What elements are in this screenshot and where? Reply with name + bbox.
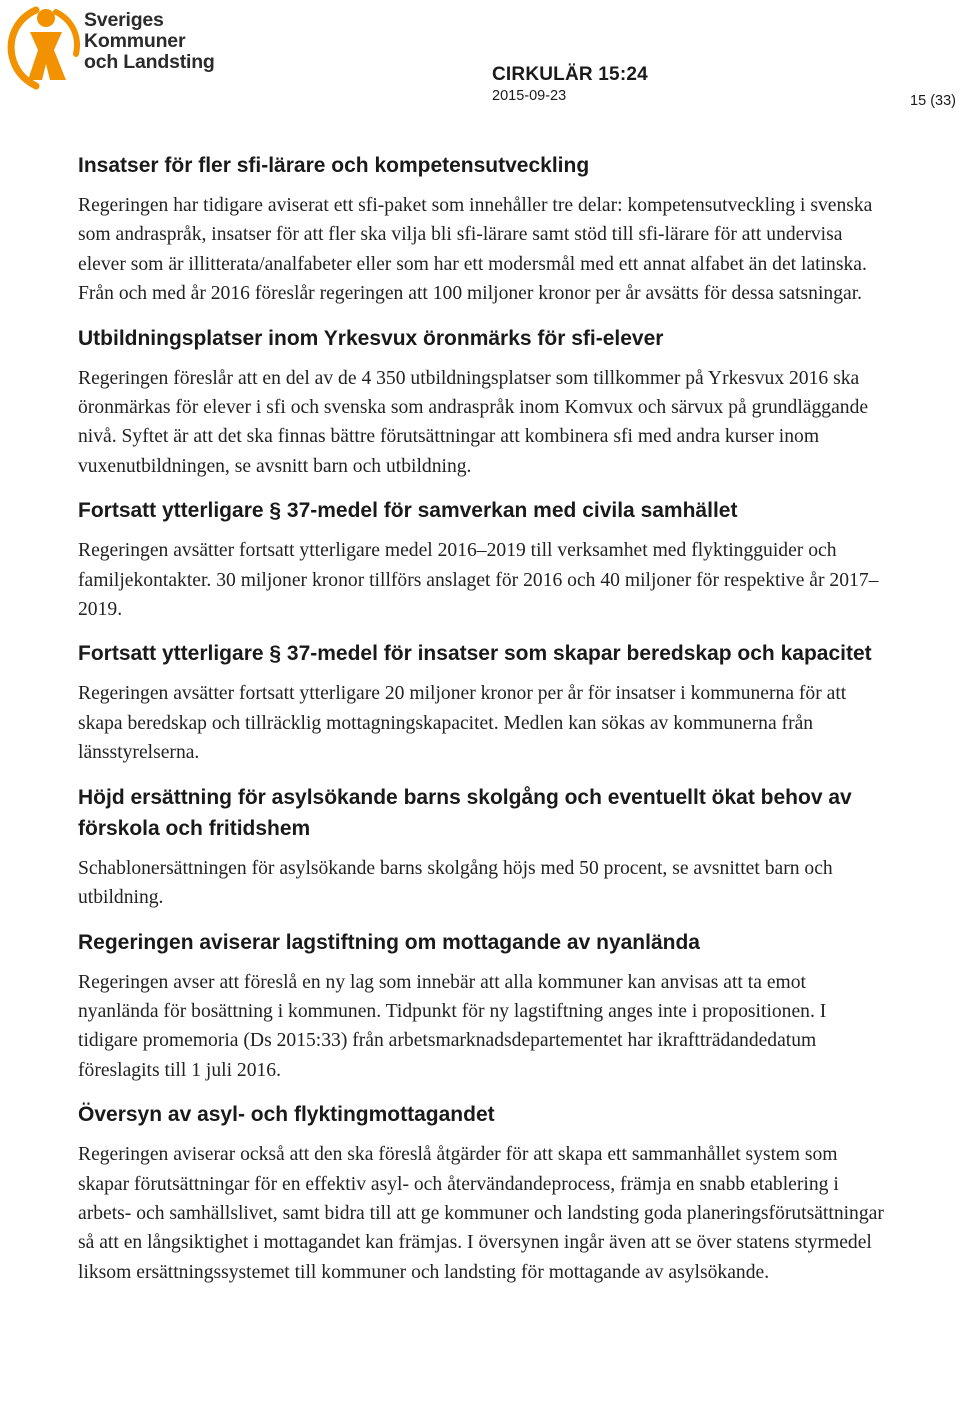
section (78, 150, 888, 309)
section (78, 638, 888, 767)
section-heading: Utbildningsplatser inom Yrkesvux öronmärks för sfi-elever (78, 326, 664, 350)
circular-date: 2015-09-23 (492, 88, 567, 104)
section-paragraph: Schablonersättningen för asylsökande barns skolgång höjs med 50 procent, se avsnittet barn och utbildning. (78, 857, 833, 909)
section-heading: Insatser för fler sfi-lärare och kompetensutveckling (78, 154, 590, 177)
section (78, 323, 888, 482)
section-paragraph: Regeringen avsätter fortsatt ytterligare 20 miljoner kronor per år för insatser i kommunerna för att skapa beredskap och tillräcklig mottagningskapacitet. Medlen kan sökas av kommunerna från länsstyrelserna. (78, 683, 847, 764)
organization-name (84, 10, 215, 73)
section-heading: Fortsatt ytterligare § 37-medel för samverkan med civila samhället (78, 499, 738, 523)
section (78, 1099, 888, 1287)
section-heading: Regeringen aviserar lagstiftning om mottagande av nyanlända (78, 930, 700, 954)
document-body (78, 150, 888, 1301)
section-paragraph: Regeringen aviserar också att den ska föreslå åtgärder för att skapa ett sammanhållet system som skapar förutsättningar för en effektiv asyl- och återvändandeprocess, främja en snabb etablering i arbets- och samhällslivet, samt bidra till att ge kommuner och landsting goda planeringsförutsättningar så att en långsiktighet i mottagandet kan främjas. I översynen ingår även att se över statens styrmedel liksom ersättningssystemet till kommuner och landsting för mottagande av asylsökande. (78, 1144, 884, 1283)
section-paragraph: Regeringen har tidigare aviserat ett sfi-paket som innehåller tre delar: kompetensutveckling i svenska som andraspråk, insatser för att fler ska vilja bli sfi-lärare samt stöd till sfi-lärare för att undervisa elever som är illitterata/analfabeter eller som har ett modersmål med ett annat alfabet än det latinska. Från och med år 2016 föreslår regeringen att 100 miljoner kronor per år avsätts för dessa satsningar. (78, 195, 873, 305)
page-number: 15 (33) (910, 93, 956, 109)
section-heading: Översyn av asyl- och flyktingmottagandet (78, 1103, 495, 1127)
section-heading: Fortsatt ytterligare § 37-medel för insatser som skapar beredskap och kapacitet (78, 642, 872, 666)
org-name-line: Kommuner (84, 30, 186, 52)
section-heading: Höjd ersättning för asylsökande barns skolgång och eventuellt ökat behov av förskola och fritidshem (78, 785, 852, 840)
section (78, 495, 888, 624)
org-name-line: och Landsting (84, 51, 215, 73)
section (78, 927, 888, 1086)
section (78, 782, 888, 913)
section-paragraph: Regeringen föreslår att en del av de 4 350 utbildningsplatser som tillkommer på Yrkesvux 2016 ska öronmärkas för elever i sfi och svenska som andraspråk inom Komvux och särvux på grundläggande nivå. Syftet är att det ska finnas bättre förutsättningar att kombinera sfi med andra kurser inom vuxenutbildningen, se avsnitt barn och utbildning. (78, 367, 869, 477)
section-paragraph: Regeringen avser att föreslå en ny lag som innebär att alla kommuner kan anvisas att ta emot nyanlända för bosättning i kommunen. Tidpunkt för ny lagstiftning anges inte i propositionen. I tidigare promemoria (Ds 2015:33) från arbetsmarknadsdepartementet har ikraftträdandedatum föreslagits till 1 juli 2016. (78, 971, 827, 1081)
circular-title: CIRKULÄR 15:24 (492, 64, 648, 85)
section-paragraph: Regeringen avsätter fortsatt ytterligare medel 2016–2019 till verksamhet med flyktingguider och familjekontakter. 30 miljoner kronor tillförs anslaget för 2016 och 40 miljoner för respektive år 2017–2019. (78, 540, 879, 621)
org-name-line: Sveriges (84, 9, 164, 31)
page-header (0, 0, 960, 120)
skl-logo-icon (6, 4, 82, 96)
